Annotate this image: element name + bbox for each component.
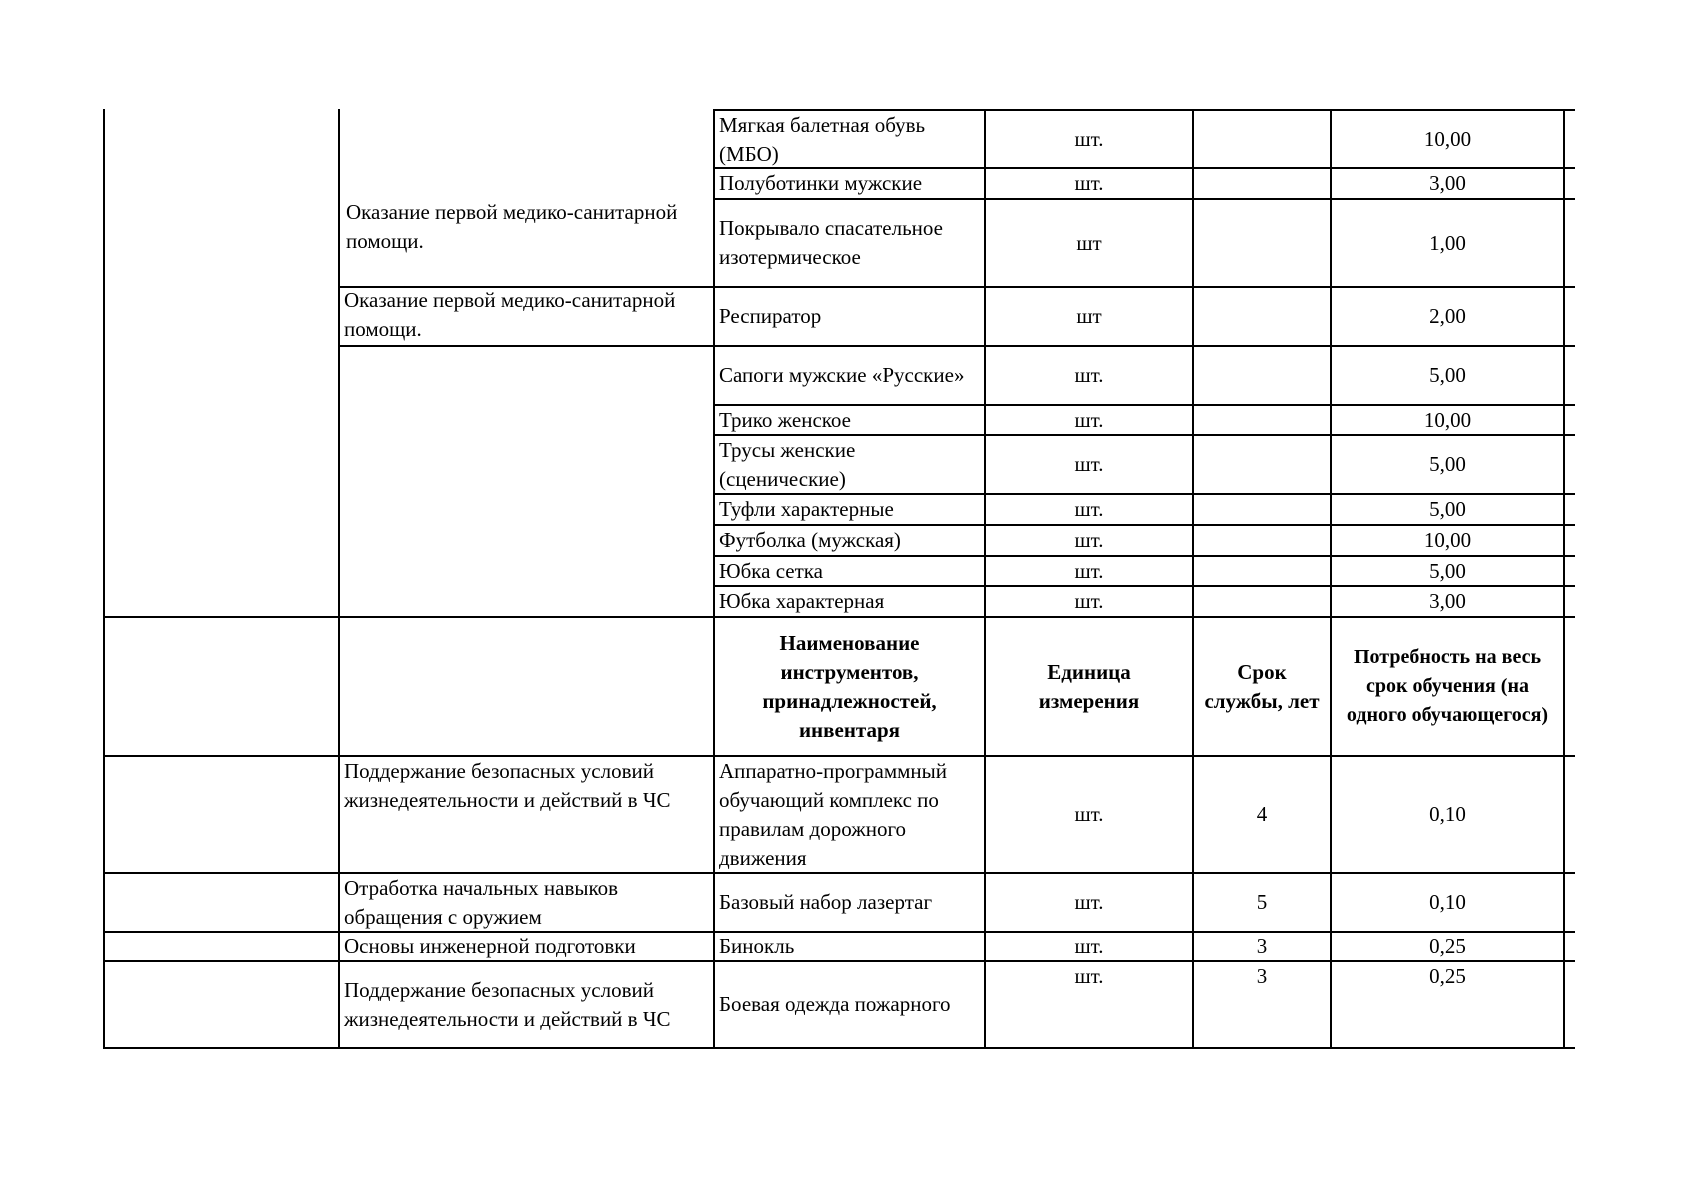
item-qty: 0,10 [1429,802,1466,826]
item-unit: шт. [1074,802,1104,826]
section-cell: Поддержание безопасных условий жизнедеятельности и действий в ЧС [344,759,671,812]
item-qty: 5,00 [1429,363,1466,387]
item-qty: 10,00 [1423,407,1472,432]
section-cell: Основы инженерной подготовки [344,934,636,958]
section-text: Оказание первой медико-санитарной помощи. [344,288,676,341]
item-name: Боевая одежда пожарного [719,992,951,1016]
item-name: Полуботинки мужские [719,171,923,195]
item-qty: 10,00 [1423,528,1472,552]
item-qty: 5,00 [1429,452,1466,476]
item-name: Бинокль [719,934,795,958]
item-unit: шт. [1074,407,1104,432]
item-unit: шт. [1074,452,1104,476]
item-qty: 1,00 [1429,230,1466,255]
item-name: Покрывало спасательное изотермическое [719,216,943,269]
item-unit: шт. [1074,171,1104,195]
header-unit: Единица измерения [1038,659,1140,713]
item-name: Юбка характерная [719,589,885,613]
item-unit: шт. [1074,558,1104,583]
item-name: Аппаратно-программный обучающий комплекс по правилам дорожного движения [719,759,947,870]
item-service: 4 [1256,802,1268,826]
item-service: 3 [1256,964,1268,988]
item-service [1194,495,1330,524]
section-cell [340,198,713,286]
item-service: 3 [1256,934,1268,958]
item-unit: шт. [1074,126,1104,151]
item-name: Сапоги мужские «Русские» [719,363,965,387]
item-unit: шт. [1074,890,1104,914]
item-service [1194,557,1330,585]
item-service [1194,406,1330,434]
section-cell: Отработка начальных навыков обращения с оружием [344,876,619,929]
item-unit: шт. [1074,363,1104,387]
item-name: Мягкая балетная обувь (МБО) [719,113,926,166]
section-cell: Поддержание безопасных условий жизнедеятельности и действий в ЧС [344,977,671,1031]
item-name: Базовый набор лазертаг [719,890,933,914]
section-cell [340,286,713,345]
rule [1563,109,1565,1049]
item-qty: 0,10 [1429,890,1466,914]
item-unit: шт [1076,304,1102,328]
item-service [1194,526,1330,555]
item-qty: 0,25 [1429,964,1466,988]
section-text: Оказание первой медико-санитарной помощи. [346,200,678,253]
header-service: Срок службы, лет [1204,659,1320,713]
item-name: Трико женское [719,407,851,432]
item-name: Юбка сетка [719,558,824,583]
header-need: Потребность на весь срок обучения (на одного обучающегося) [1346,646,1549,726]
item-qty: 0,25 [1429,934,1466,958]
item-qty: 5,00 [1429,558,1466,583]
item-qty: 2,00 [1429,304,1466,328]
item-service [1194,288,1330,345]
item-name: Футболка (мужская) [719,528,901,552]
item-service [1194,111,1330,167]
item-qty: 5,00 [1429,497,1466,521]
item-qty: 3,00 [1429,589,1466,613]
rule [103,1047,1575,1049]
item-qty: 10,00 [1423,126,1472,151]
header-name: Наименование инструментов, принадлежностей, инвентаря [762,630,937,742]
item-unit: шт. [1074,497,1104,521]
item-name: Трусы женские (сценические) [719,437,856,491]
item-service [1194,200,1330,286]
item-unit: шт. [1074,964,1104,988]
item-qty: 3,00 [1429,171,1466,195]
item-service [1194,169,1330,198]
item-unit: шт. [1074,528,1104,552]
item-service: 5 [1256,890,1268,914]
item-name: Респиратор [719,304,822,328]
rule [103,109,105,1049]
item-service [1194,587,1330,616]
item-service [1194,347,1330,404]
item-service [1194,436,1330,493]
item-unit: шт. [1074,934,1104,958]
item-name: Туфли характерные [719,497,894,521]
item-unit: шт. [1074,589,1104,613]
item-unit: шт [1076,230,1102,255]
